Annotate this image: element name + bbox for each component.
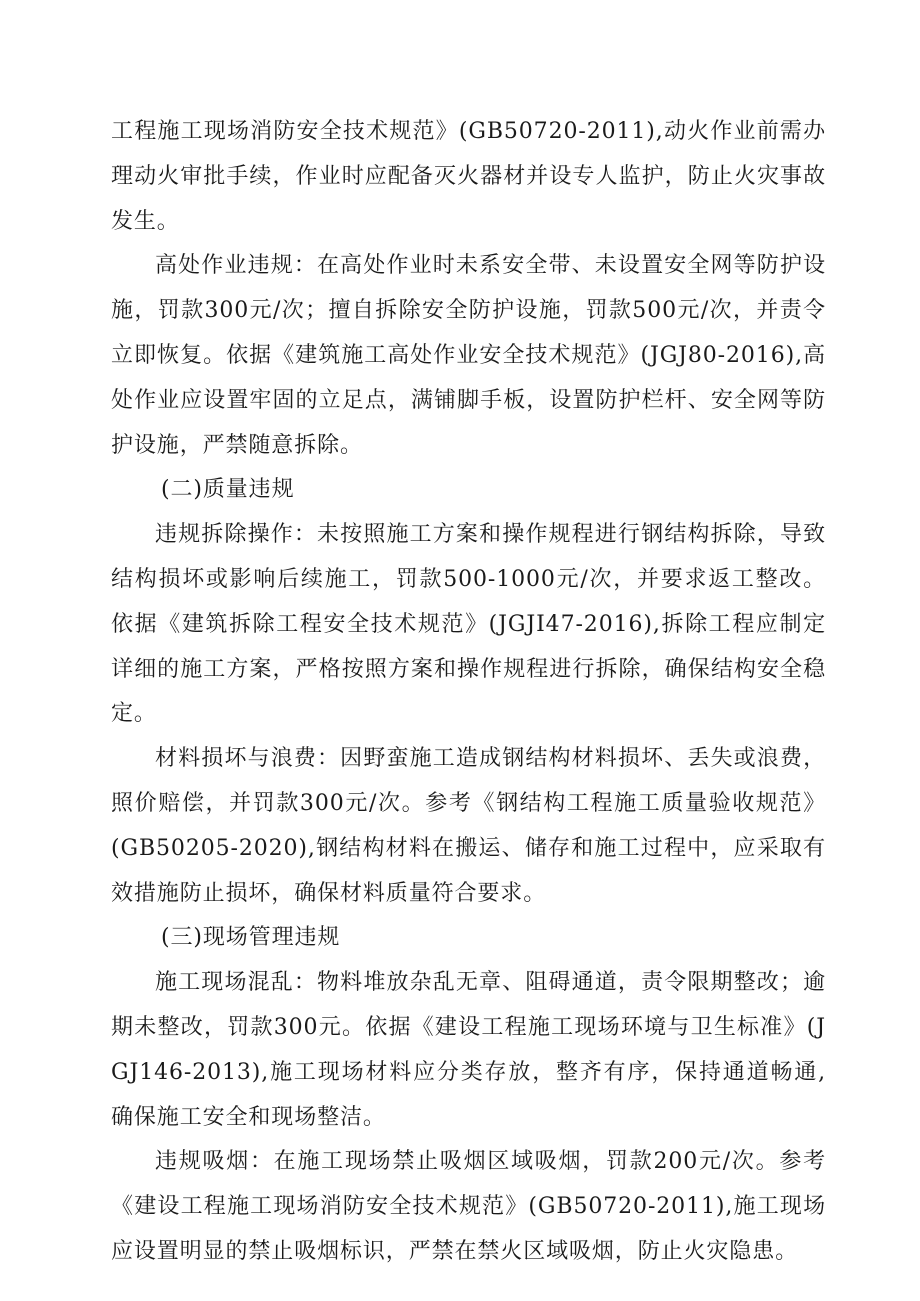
paragraph-fire-permit-continuation: 工程施工现场消防安全技术规范》(GB50720-2011),动火作业前需办理动火审批手续，作业时应配备灭火器材并设专人监护，防止火灾事故发生。 — [111, 119, 826, 234]
paragraph-material-damage: 材料损坏与浪费：因野蛮施工造成钢结构材料损坏、丢失或浪费，照价赔偿，并罚款300元/次。参考《钢结构工程施工质量验收规范》(GB50205-2020),钢结构材料在搬运、储存和施工过程中，应采取有效措施防止损坏，确保材料质量符合要求。 — [111, 746, 826, 906]
section-heading-site-management-violations: (三)现场管理违规 — [161, 925, 341, 951]
document-body — [111, 110, 826, 1275]
paragraph-demolition-violation: 违规拆除操作：未按照施工方案和操作规程进行钢结构拆除，导致结构损坏或影响后续施工，罚款500-1000元/次，并要求返工整改。依据《建筑拆除工程安全技术规范》(JGJI47-2016),拆除工程应制定详细的施工方案，严格按照方案和操作规程进行拆除，确保结构安全稳定。 — [111, 522, 826, 727]
paragraph-site-disorder: 施工现场混乱：物料堆放杂乱无章、阻碍通道，责令限期整改；逾期未整改，罚款300元。依据《建设工程施工现场环境与卫生标准》(JGJ146-2013),施工现场材料应分类存放，整齐有序，保持通道畅通,确保施工安全和现场整洁。 — [111, 970, 826, 1130]
paragraph-smoking-violation: 违规吸烟：在施工现场禁止吸烟区域吸烟，罚款200元/次。参考《建设工程施工现场消防安全技术规范》(GB50720-2011),施工现场应设置明显的禁止吸烟标识，严禁在禁火区域吸烟，防止火灾隐患。 — [111, 1149, 826, 1264]
section-heading-quality-violations: (二)质量违规 — [161, 477, 295, 503]
paragraph-work-at-height-violation: 高处作业违规：在高处作业时未系安全带、未设置安全网等防护设施，罚款300元/次；擅自拆除安全防护设施，罚款500元/次，并责令立即恢复。依据《建筑施工高处作业安全技术规范》(JGJ80-2016),高处作业应设置牢固的立足点，满铺脚手板，设置防护栏杆、安全网等防护设施，严禁随意拆除。 — [111, 253, 826, 458]
